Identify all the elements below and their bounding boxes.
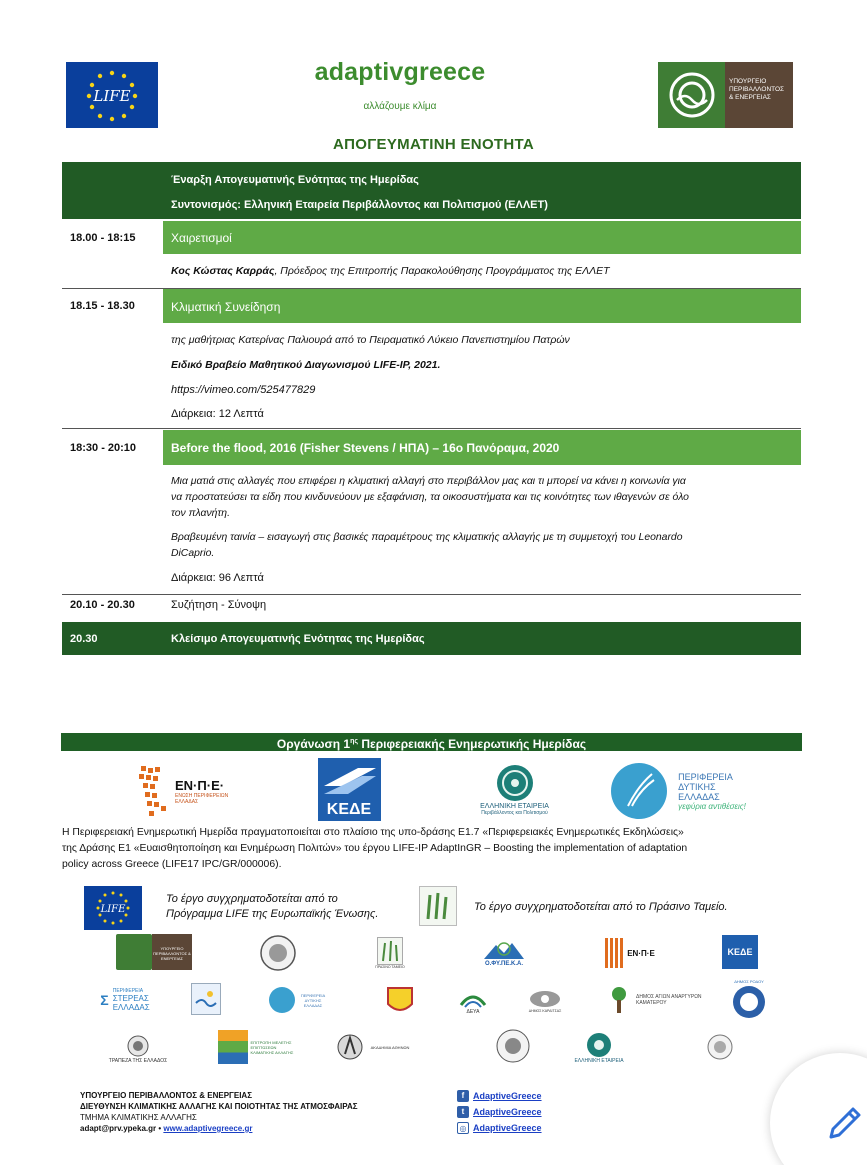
program-row-before-the-flood xyxy=(62,430,801,465)
row-time: 18.15 - 18.30 xyxy=(70,300,135,312)
program-details xyxy=(62,476,801,591)
partner-epitropi-logo: ΕΠΙΤΡΟΠΗ ΜΕΛΕΤΗΣ ΕΠΙΠΤΩΣΕΩΝ ΚΛΙΜΑΤΙΚΗΣ ΑΛΛΑΓΗΣ xyxy=(214,1028,304,1066)
partner-seal-icon xyxy=(258,933,298,973)
program-details xyxy=(62,334,801,424)
detail-line: της μαθήτριας Κατερίνας Παλιουρά από το Πειραματικό Λύκειο Πανεπιστημίου Πατρών xyxy=(171,334,570,346)
opening-line-2: Συντονισμός: Ελληνική Εταιρεία Περιβάλλοντος και Πολιτισμού (ΕΛΛΕΤ) xyxy=(171,199,548,211)
twitter-icon: t xyxy=(457,1106,469,1118)
partner-bank-of-greece-logo: ΤΡΑΠΕΖΑ ΤΗΣ ΕΛΛΑΔΟΣ xyxy=(108,1028,168,1070)
instagram-link[interactable]: AdaptiveGreece xyxy=(473,1123,542,1133)
western-greece-logo: ΠΕΡΙΦΕΡΕΙΑ ΔΥΤΙΚΗΣ ΕΛΛΑΔΑΣ γεφύρια αντιθέσεις! xyxy=(598,760,758,822)
row-time: 18.00 - 18:15 xyxy=(70,232,136,244)
brand-suffix: greece xyxy=(403,58,486,86)
partner-agioi-anargyroi-logo: ΔΗΜΟΣ ΑΓΙΩΝ ΑΝΑΡΓΥΡΩΝ ΚΑΜΑΤΕΡΟΥ xyxy=(602,983,720,1017)
adaptivgreece-logo xyxy=(250,58,550,112)
desc-line: να προστατεύσει τα είδη που κινδυνεύουν με εξαφάνιση, τα οικοσυστήματα και τις κοινότητες των ιθαγενών σε όλο xyxy=(171,492,689,503)
desc-line: DiCaprio. xyxy=(171,548,215,559)
program-row-climate-awareness xyxy=(62,289,801,323)
row-title: Κλείσιμο Απογευματινής Ενότητας της Ημερίδας xyxy=(171,633,425,645)
desc-line: Βραβευμένη ταινία – εισαγωγή στις βασικές παραμέτρους της κλιματικής αλλαγής με τη συμμετοχή του Leonardo xyxy=(171,532,683,543)
pencil-icon xyxy=(825,1103,865,1143)
footer-address: ΥΠΟΥΡΓΕΙΟ ΠΕΡΙΒΑΛΛΟΝΤΟΣ & ΕΝΕΡΓΕΙΑΣ ΔΙΕΥΘΥΝΣΗ ΚΛΙΜΑΤΙΚΗΣ ΑΛΛΑΓΗΣ ΚΑΙ ΠΟΙΟΤΗΤΑΣ ΤΗΣ ΑΤΜΟΣΦΑΙΡΑΣ ΤΜΗΜΑ ΚΛΙΜΑΤΙΚΗΣ ΑΛΛΑΓΗΣ adapt@prv.ypeka.gr • www.adaptivegreece.gr xyxy=(80,1091,358,1133)
award-line: Ειδικό Βραβείο Μαθητικού Διαγωνισμού LIFE-IP, 2021. xyxy=(171,359,441,371)
row-title: Κλιματική Συνείδηση xyxy=(171,300,281,314)
row-time: 20.10 - 20.30 xyxy=(70,599,135,611)
enpe-subtitle: ΕΝΩΣΗ ΠΕΡΙΦΕΡΕΙΩΝ ΕΛΛΑΔΑΣ xyxy=(175,792,229,805)
edit-fab-button[interactable] xyxy=(770,1053,867,1165)
speaker-role: , Πρόεδρος της Επιτροπής Παρακολούθησης Προγράμματος της ΕΛΛΕΤ xyxy=(274,265,610,277)
green-fund-logo xyxy=(419,886,457,926)
desc-line: Μια ματιά στις αλλαγές που επιφέρει η κλιματική αλλαγή στο περιβάλλον μας και τι μπορεί να κάνει η κοινωνία για xyxy=(171,476,686,487)
row-time: 20.30 xyxy=(70,633,98,645)
duration: Διάρκεια: 12 Λεπτά xyxy=(171,408,264,420)
divider xyxy=(62,428,801,429)
program-row-greetings xyxy=(62,221,801,254)
brand-subtitle: αλλάζουμε κλίμα xyxy=(363,101,437,112)
kede-logo xyxy=(318,758,381,821)
partner-academy-logo: ΑΚΑΔΗΜΙΑ ΑΘΗΝΩΝ xyxy=(332,1030,422,1064)
svg-text:LIFE: LIFE xyxy=(100,904,126,915)
section-title: ΑΠΟΓΕΥΜΑΤΙΝΗ ΕΝΟΤΗΤΑ xyxy=(333,136,534,153)
elet-logo: ΕΛΛΗΝΙΚΗ ΕΤΑΙΡΕΙΑ Περιβάλλοντος και Πολιτισμού xyxy=(467,758,562,820)
elet-emblem-icon xyxy=(495,763,535,803)
organisation-bar: Οργάνωση $1^{\eta\varsigma}$ Περιφερειακής Ενημερωτικής Ημερίδας xyxy=(61,733,802,751)
partner-ministry-logo: ΥΠΟΥΡΓΕΙΟ ΠΕΡΙΒΑΛΛΟΝΤΟΣ & ΕΝΕΡΓΕΙΑΣ xyxy=(116,933,192,971)
partner-ofypeka-logo: Ο.ΦΥ.ΠΕ.Κ.Α. xyxy=(478,933,530,973)
speaker-line xyxy=(62,265,801,281)
row-time: 18:30 - 20:10 xyxy=(70,442,137,454)
partner-karditsa-logo: ΔΗΜΟΣ ΚΑΡΔΙΤΣΑΣ xyxy=(518,985,572,1017)
partner-deya-logo: ΔΕΥΑ xyxy=(455,983,491,1019)
enpe-logo xyxy=(125,760,245,822)
program-row-closing xyxy=(62,622,801,655)
partner-enpe-logo: ΕΝ·Π·Ε xyxy=(598,935,662,971)
leaf-icon xyxy=(420,887,456,925)
opening-row xyxy=(62,162,801,219)
region-emblem-icon xyxy=(610,762,668,820)
partner-region-seal-icon xyxy=(382,983,418,1019)
partner-seal-icon xyxy=(494,1027,532,1065)
opening-line-1: Έναρξη Απογευματινής Ενότητας της Ημερίδας xyxy=(171,174,419,186)
partner-green-fund-logo: ΠΡΑΣΙΝΟ ΤΑΜΕΙΟ xyxy=(372,933,408,973)
life-funding-text: Το έργο συγχρηματοδοτείται από το Πρόγραμμα LIFE της Ευρωπαϊκής Ένωσης. xyxy=(166,893,379,920)
divider xyxy=(62,594,801,595)
ministry-emblem-icon xyxy=(658,62,725,128)
desc-line: τον πλανήτη. xyxy=(171,508,230,519)
partner-sterea-logo: Σ ΠΕΡΙΦΕΡΕΙΑ ΣΤΕΡΕΑΣ ΕΛΛΑΔΑΣ xyxy=(100,988,150,1012)
ministry-logo xyxy=(658,62,793,128)
instagram-icon: ◎ xyxy=(457,1122,469,1134)
partner-rhodes-logo: ΔΗΜΟΣ ΡΟΔΟΥ xyxy=(726,976,772,1022)
life-eu-logo xyxy=(66,62,158,128)
brand-prefix: adaptiv xyxy=(314,58,404,86)
greece-map-icon xyxy=(133,762,173,820)
video-link[interactable]: https://vimeo.com/525477829 xyxy=(171,384,316,396)
eu-stars-icon xyxy=(66,62,158,128)
footer-website-link[interactable]: www.adaptivegreece.gr xyxy=(163,1124,253,1133)
twitter-link[interactable]: AdaptiveGreece xyxy=(473,1107,542,1117)
row-title: Before the flood, 2016 (Fisher Stevens / ΗΠΑ) – 16ο Πανόραμα, 2020 xyxy=(171,441,560,455)
partner-elet-logo: ΕΛΛΗΝΙΚΗ ΕΤΑΙΡΕΙΑ xyxy=(564,1028,634,1068)
social-links xyxy=(457,1088,542,1136)
partner-kede-logo: ΚΕΔΕ xyxy=(722,935,758,969)
partner-water-icon xyxy=(191,983,221,1015)
speaker-name: Κος Κώστας Καρράς xyxy=(171,265,275,277)
row-title: Χαιρετισμοί xyxy=(171,231,232,245)
enpe-title: ΕΝ·Π·Ε· xyxy=(175,777,225,793)
program-row-discussion xyxy=(62,597,801,617)
facebook-link[interactable]: AdaptiveGreece xyxy=(473,1091,542,1101)
svg-text:ΚΕΔΕ: ΚΕΔΕ xyxy=(326,801,372,818)
row-title: Συζήτηση - Σύνοψη xyxy=(171,599,267,611)
partner-seal-icon xyxy=(692,1027,748,1067)
svg-text:LIFE: LIFE xyxy=(93,87,131,105)
duration: Διάρκεια: 96 Λεπτά xyxy=(171,572,264,584)
facebook-icon: f xyxy=(457,1090,469,1102)
footer-email[interactable]: adapt@prv.ypeka.gr xyxy=(80,1124,157,1133)
partner-western-greece-small: ΠΕΡΙΦΕΡΕΙΑ ΔΥΤΙΚΗΣ ΕΛΛΑΔΑΣ xyxy=(268,983,330,1017)
life-eu-logo-small xyxy=(84,886,142,930)
event-description: Η Περιφερειακή Ενημερωτική Ημερίδα πραγματοποιείται στο πλαίσιο της υπο-δράσης Ε1.7 «Περιφερειακές Ενημερωτικές Εκδηλώσεις» της Δράσης Ε1 «Ευαισθητοποίηση και Ενημέρωση Πολιτών» του έργου LIFE-IP AdaptInGR – Boosting the implementation of adaptation policy across Greece (LIFE17 IPC/GR/000006). xyxy=(62,827,688,870)
green-fund-text: Το έργο συγχρηματοδοτείται από το Πράσινο Ταμείο. xyxy=(474,901,728,913)
ministry-logo-text: ΥΠΟΥΡΓΕΙΟ ΠΕΡΙΒΑΛΛΟΝΤΟΣ & ΕΝΕΡΓΕΙΑΣ xyxy=(725,62,793,128)
